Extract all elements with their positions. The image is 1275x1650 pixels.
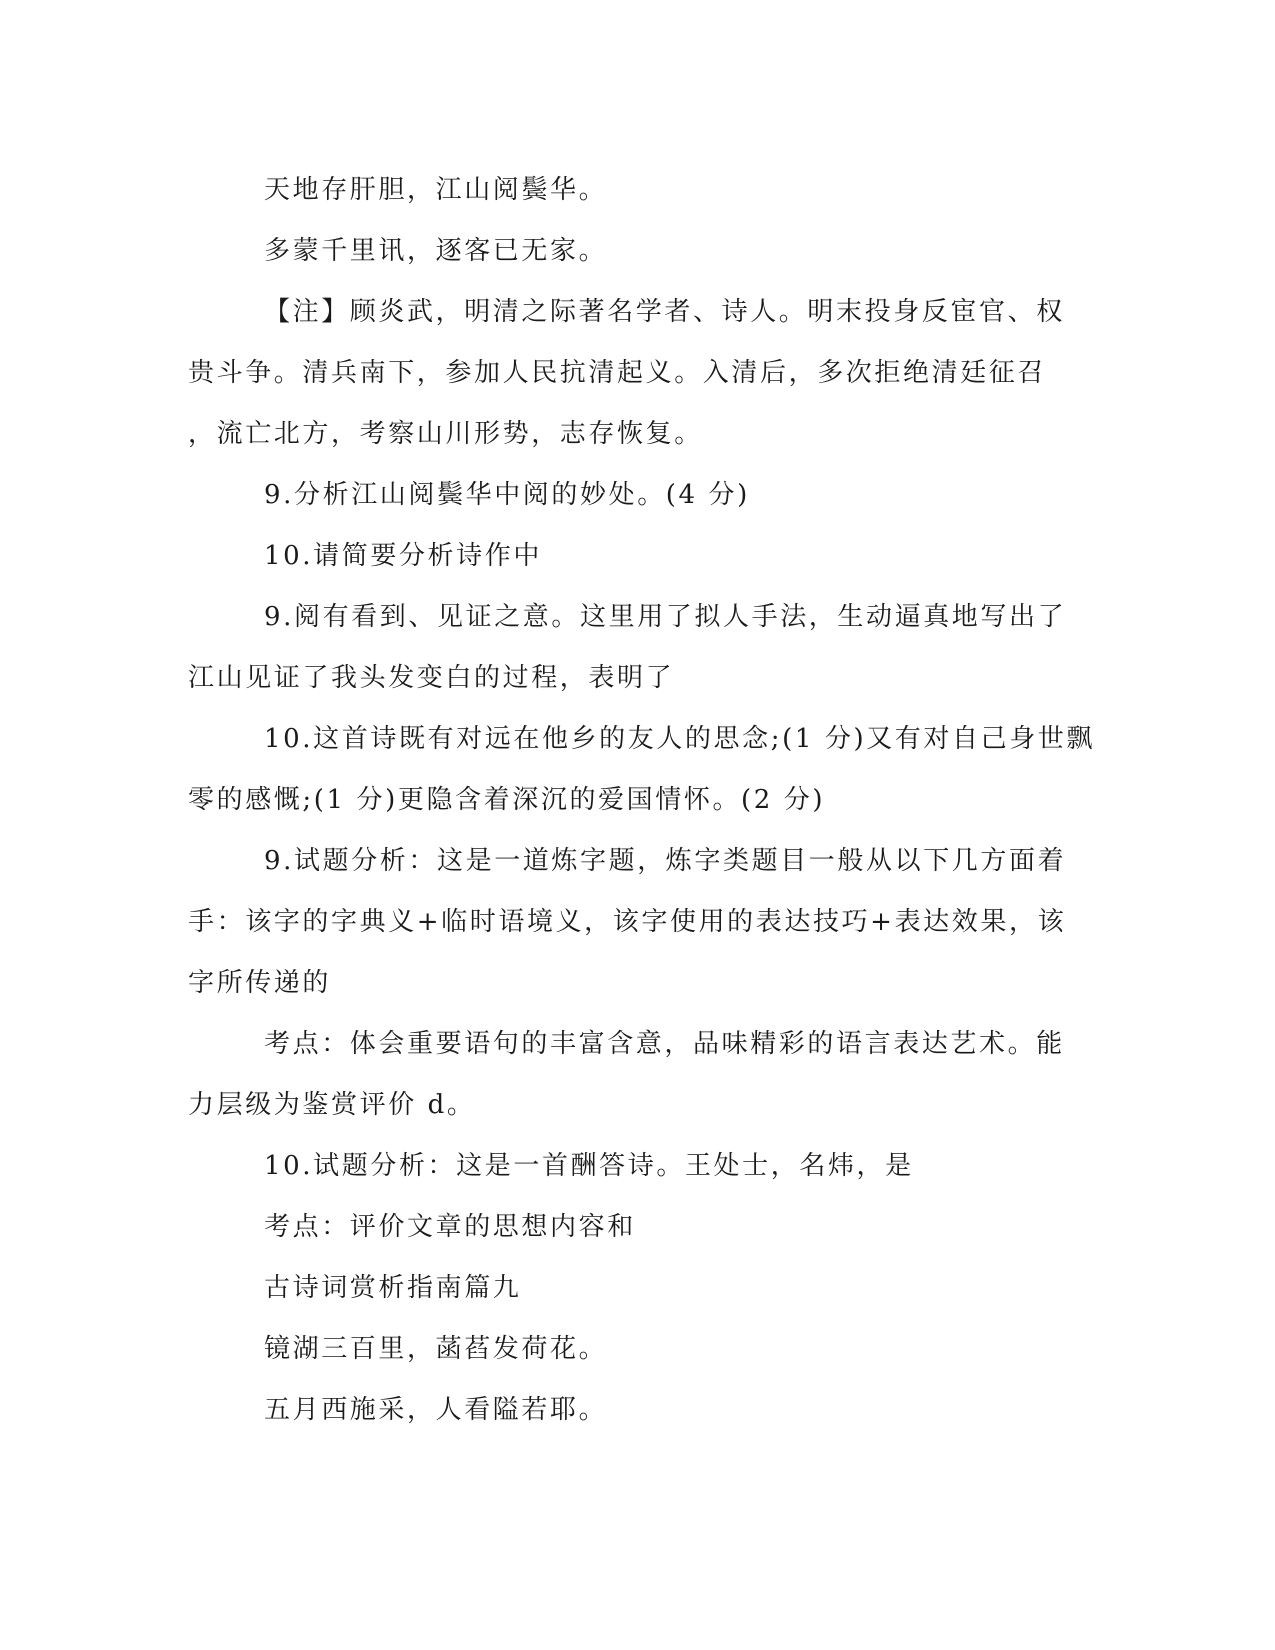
note-paragraph: 【注】顾炎武，明清之际著名学者、诗人。明末投身反宦官、权 (264, 297, 1065, 327)
note-paragraph: ，流亡北方，考察山川形势，志存恢复。 (188, 419, 703, 449)
section-heading: 古诗词赏析指南篇九 (264, 1273, 522, 1303)
question-10: 10.请简要分析诗作中 (264, 541, 542, 571)
poem-line: 镜湖三百里，菡萏发荷花。 (264, 1334, 608, 1364)
exam-point-9: 力层级为鉴赏评价 d。 (188, 1090, 476, 1120)
exam-point-9: 考点：体会重要语句的丰富含意，品味精彩的语言表达艺术。能 (264, 1029, 1065, 1059)
answer-10: 10.这首诗既有对远在他乡的友人的思念;(1 分)又有对自己身世飘 (264, 724, 1096, 754)
answer-9: 江山见证了我头发变白的过程，表明了 (188, 663, 675, 693)
document-body (188, 160, 1096, 1441)
analysis-9: 9.试题分析：这是一道炼字题，炼字类题目一般从以下几方面着 (264, 846, 1067, 876)
poem-line: 五月西施采，人看隘若耶。 (264, 1395, 608, 1425)
note-paragraph: 贵斗争。清兵南下，参加人民抗清起义。入清后，多次拒绝清廷征召 (188, 358, 1047, 388)
analysis-9: 字所传递的 (188, 968, 332, 998)
question-9: 9.分析江山阅鬓华中阅的妙处。(4 分) (264, 480, 750, 510)
answer-9: 9.阅有看到、见证之意。这里用了拟人手法，生动逼真地写出了 (264, 602, 1067, 632)
exam-point-10: 考点：评价文章的思想内容和 (264, 1212, 636, 1242)
analysis-10: 10.试题分析：这是一首酬答诗。王处士，名炜，是 (264, 1151, 914, 1181)
analysis-9: 手：该字的字典义+临时语境义，该字使用的表达技巧+表达效果，该 (188, 907, 1067, 937)
answer-10: 零的感慨;(1 分)更隐含着深沉的爱国情怀。(2 分) (188, 785, 826, 815)
poem-line: 多蒙千里讯，逐客已无家。 (264, 236, 608, 266)
poem-line: 天地存肝胆，江山阅鬓华。 (264, 175, 608, 205)
